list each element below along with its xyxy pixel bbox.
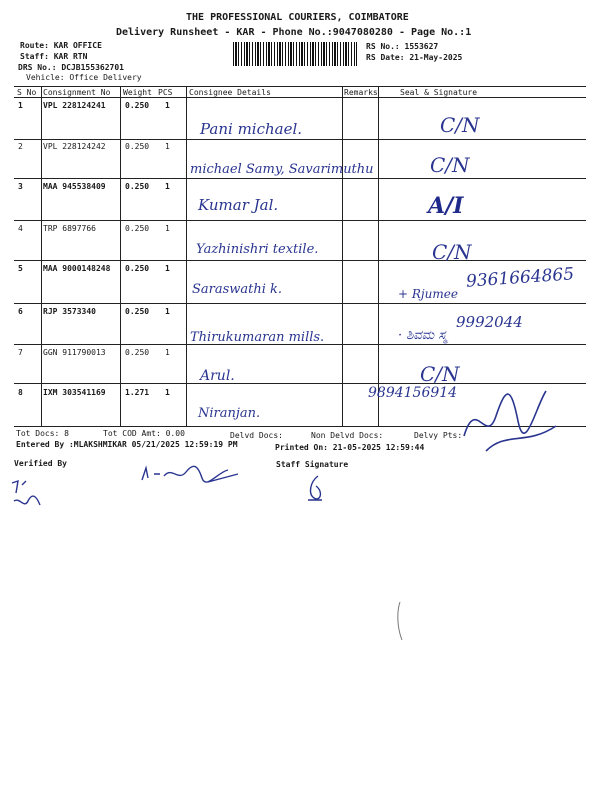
delivered-docs: Delvd Docs: — [230, 431, 283, 440]
row-2-sno: 2 — [18, 142, 23, 151]
row-5-seal-phone-handwritten: 9361664865 — [465, 264, 575, 292]
staff-signature-mark — [300, 472, 330, 504]
col-header-consignee: Consignee Details — [189, 88, 271, 97]
row-6-pcs: 1 — [165, 307, 170, 316]
column-divider — [342, 86, 343, 426]
row-3-consignee-handwritten: Kumar Jal. — [198, 196, 279, 214]
delivery-points: Delvy Pts: — [414, 431, 463, 440]
total-cod-amount: Tot COD Amt: 0.00 — [103, 429, 185, 438]
row-4-weight: 0.250 — [125, 224, 150, 233]
row-4-consignment: TRP 6897766 — [43, 224, 96, 233]
row-3-pcs: 1 — [165, 182, 170, 191]
row-divider — [14, 303, 586, 304]
row-1-weight: 0.250 — [125, 101, 150, 110]
row-6-receiver-signature: · ಶಿವಮ ಸ್ಮ — [398, 328, 447, 343]
table-top-border — [14, 86, 586, 87]
row-8-consignment: IXM 303541169 — [43, 388, 106, 397]
barcode-image — [233, 42, 357, 66]
col-header-remarks: Remarks — [344, 88, 378, 97]
row-5-sno: 5 — [18, 264, 23, 273]
row-5-consignment: MAA 9000148248 — [43, 264, 111, 273]
row-5-weight: 0.250 — [125, 264, 150, 273]
column-divider — [378, 86, 379, 426]
column-divider — [120, 86, 121, 426]
row-2-consignment: VPL 228124242 — [43, 142, 106, 151]
row-1-seal-handwritten: C/N — [440, 113, 480, 137]
row-5-pcs: 1 — [165, 264, 170, 273]
total-docs: Tot Docs: 8 — [16, 429, 69, 438]
rs-number: RS No.: 1553627 — [366, 42, 439, 51]
table-header-border — [14, 97, 586, 98]
row-7-consignment: GGN 911790013 — [43, 348, 106, 357]
row-1-pcs: 1 — [165, 101, 170, 110]
col-header-sno: S No — [17, 88, 37, 97]
row-4-sno: 4 — [18, 224, 23, 233]
row-7-sno: 7 — [18, 348, 23, 357]
rs-date: RS Date: 21-May-2025 — [366, 53, 463, 62]
row-2-consignee-handwritten: michael Samy, Savarimuthu — [190, 162, 374, 177]
row-6-weight: 0.250 — [125, 307, 150, 316]
verified-by-label: Verified By — [14, 459, 67, 468]
row-1-sno: 1 — [18, 101, 23, 110]
col-header-consignment: Consignment No — [43, 88, 111, 97]
row-2-seal-handwritten: C/N — [430, 153, 470, 177]
row-8-receiver-signature — [456, 376, 566, 456]
row-divider — [14, 220, 586, 221]
row-divider — [14, 260, 586, 261]
row-7-seal-handwritten: C/N — [420, 362, 460, 386]
non-delivered-docs: Non Delvd Docs: — [311, 431, 384, 440]
row-7-weight: 0.250 — [125, 348, 150, 357]
row-4-consignee-handwritten: Yazhinishri textile. — [196, 242, 319, 257]
verifier-signature — [138, 462, 248, 492]
staff-label: Staff: KAR RTN — [20, 52, 88, 61]
stray-pen-mark — [390, 600, 410, 644]
vehicle-label: Vehicle: Office Delivery — [26, 73, 142, 82]
row-1-consignment: VPL 228124241 — [43, 101, 106, 110]
col-header-seal: Seal & Signature — [400, 88, 478, 97]
row-3-seal-handwritten: A/I — [428, 193, 464, 219]
runsheet-title: Delivery Runsheet - KAR - Phone No.:9047080280 - Page No.:1 — [116, 27, 472, 38]
row-8-consignee-handwritten: Niranjan. — [198, 406, 261, 421]
row-4-pcs: 1 — [165, 224, 170, 233]
row-3-sno: 3 — [18, 182, 23, 191]
column-divider — [186, 86, 187, 426]
row-divider — [14, 139, 586, 140]
row-6-consignment: RJP 3573340 — [43, 307, 96, 316]
row-7-consignee-handwritten: Arul. — [200, 368, 235, 384]
row-5-receiver-signature: + Rjumee — [398, 287, 458, 301]
row-6-sno: 6 — [18, 307, 23, 316]
row-5-consignee-handwritten: Saraswathi k. — [192, 282, 283, 297]
row-3-consignment: MAA 945538409 — [43, 182, 106, 191]
entered-by: Entered By :MLAKSHMIKAR 05/21/2025 12:59:19 PM — [16, 440, 238, 449]
row-divider — [14, 178, 586, 179]
row-8-sno: 8 — [18, 388, 23, 397]
row-8-weight: 1.271 — [125, 388, 150, 397]
row-1-consignee-handwritten: Pani michael. — [200, 120, 303, 138]
row-2-pcs: 1 — [165, 142, 170, 151]
verified-by-signature — [8, 475, 48, 517]
staff-signature-label: Staff Signature — [276, 460, 349, 469]
row-7-pcs: 1 — [165, 348, 170, 357]
col-header-pcs: PCS — [158, 88, 173, 97]
row-4-seal-handwritten: C/N — [432, 240, 472, 264]
column-divider — [41, 86, 42, 426]
route-label: Route: KAR OFFICE — [20, 41, 102, 50]
row-8-seal-phone-handwritten: 9894156914 — [368, 385, 458, 401]
row-6-consignee-handwritten: Thirukumaran mills. — [190, 330, 325, 345]
row-3-weight: 0.250 — [125, 182, 150, 191]
company-name: THE PROFESSIONAL COURIERS, COIMBATORE — [186, 12, 409, 23]
col-header-weight: Weight — [123, 88, 152, 97]
drs-number: DRS No.: DCJB155362701 — [18, 63, 124, 72]
printed-on: Printed On: 21-05-2025 12:59:44 — [275, 443, 425, 452]
row-8-pcs: 1 — [165, 388, 170, 397]
row-6-seal-phone-handwritten: 9992044 — [456, 313, 523, 331]
row-2-weight: 0.250 — [125, 142, 150, 151]
